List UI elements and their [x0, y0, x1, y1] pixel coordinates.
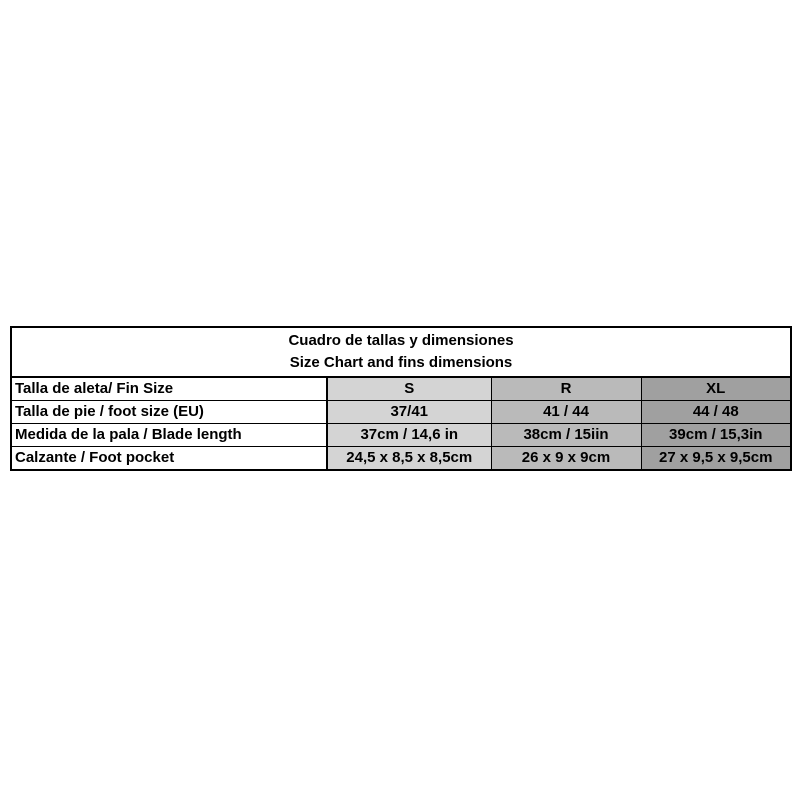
title-english: Size Chart and fins dimensions [289, 354, 513, 371]
cell-size-s: 37cm / 14,6 in [327, 424, 491, 447]
cell-size-xl: 27 x 9,5 x 9,5cm [641, 447, 791, 471]
cell-size-r: 41 / 44 [491, 401, 641, 424]
row-label: Talla de aleta/ Fin Size [11, 377, 327, 401]
cell-size-xl: 39cm / 15,3in [641, 424, 791, 447]
table-row-fin-size [11, 377, 791, 401]
row-label: Calzante / Foot pocket [11, 447, 327, 471]
cell-size-s: 37/41 [327, 401, 491, 424]
cell-size-s: 24,5 x 8,5 x 8,5cm [327, 447, 491, 471]
table-row-blade-length [11, 424, 791, 447]
title-spanish: Cuadro de tallas y dimensiones [288, 332, 514, 349]
row-label: Medida de la pala / Blade length [11, 424, 327, 447]
cell-size-xl: 44 / 48 [641, 401, 791, 424]
cell-size-r: R [491, 377, 641, 401]
cell-size-r: 26 x 9 x 9cm [491, 447, 641, 471]
table-row-foot-pocket [11, 447, 791, 471]
cell-size-xl: XL [641, 377, 791, 401]
title-row [11, 327, 791, 377]
cell-size-s: S [327, 377, 491, 401]
table-row-foot-size [11, 401, 791, 424]
size-chart-table [10, 326, 792, 471]
table-title [11, 327, 791, 377]
cell-size-r: 38cm / 15iin [491, 424, 641, 447]
row-label: Talla de pie / foot size (EU) [11, 401, 327, 424]
